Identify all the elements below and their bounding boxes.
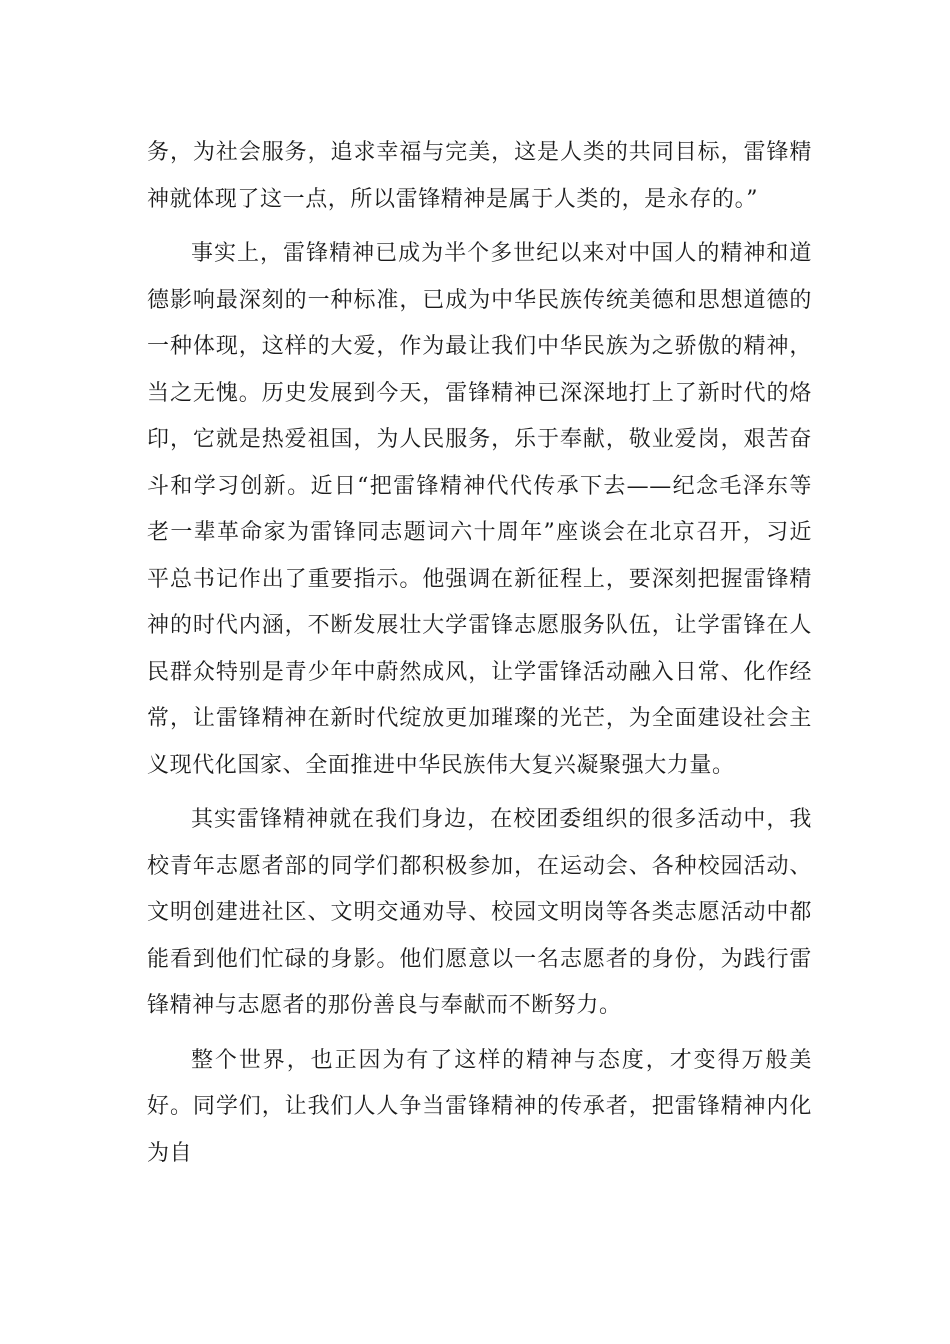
paragraph-leifeng-spirit: 事实上，雷锋精神已成为半个多世纪以来对中国人的精神和道德影响最深刻的一种标准，已成为中华民族传统美德和思想道德的一种体现，这样的大爱，作为最让我们中华民族为之骄傲的精神，当之无愧。历史发展到今天，雷锋精神已深深地打上了新时代的烙印，它就是热爱祖国，为人民服务，乐于奉献，敬业爱岗，艰苦奋斗和学习创新。近日“把雷锋精神代代传承下去——纪念毛泽东等老一辈革命家为雷锋同志题词六十周年”座谈会在北京召开，习近平总书记作出了重要指示。他强调在新征程上，要深刻把握雷锋精神的时代内涵，不断发展壮大学雷锋志愿服务队伍，让学雷锋在人民群众特别是青少年中蔚然成风，让学雷锋活动融入日常、化作经常，让雷锋精神在新时代绽放更加璀璨的光芒，为全面建设社会主义现代化国家、全面推进中华民族伟大复兴凝聚强大力量。 bbox=[147, 241, 812, 778]
paragraph-continuation: 务，为社会服务，追求幸福与完美，这是人类的共同目标，雷锋精神就体现了这一点，所以雷锋精神是属于人类的，是永存的。” bbox=[147, 140, 812, 212]
paragraph-call-to-action: 整个世界，也正因为有了这样的精神与态度，才变得万般美好。同学们，让我们人人争当雷锋精神的传承者，把雷锋精神内化为自 bbox=[147, 1047, 812, 1166]
paragraph-school-volunteers: 其实雷锋精神就在我们身边，在校团委组织的很多活动中，我校青年志愿者部的同学们都积极参加，在运动会、各种校园活动、文明创建进社区、文明交通劝导、校园文明岗等各类志愿活动中都能看到他们忙碌的身影。他们愿意以一名志愿者的身份，为践行雷锋精神与志愿者的那份善良与奉献而不断努力。 bbox=[147, 807, 812, 1018]
body-text bbox=[147, 130, 812, 1185]
